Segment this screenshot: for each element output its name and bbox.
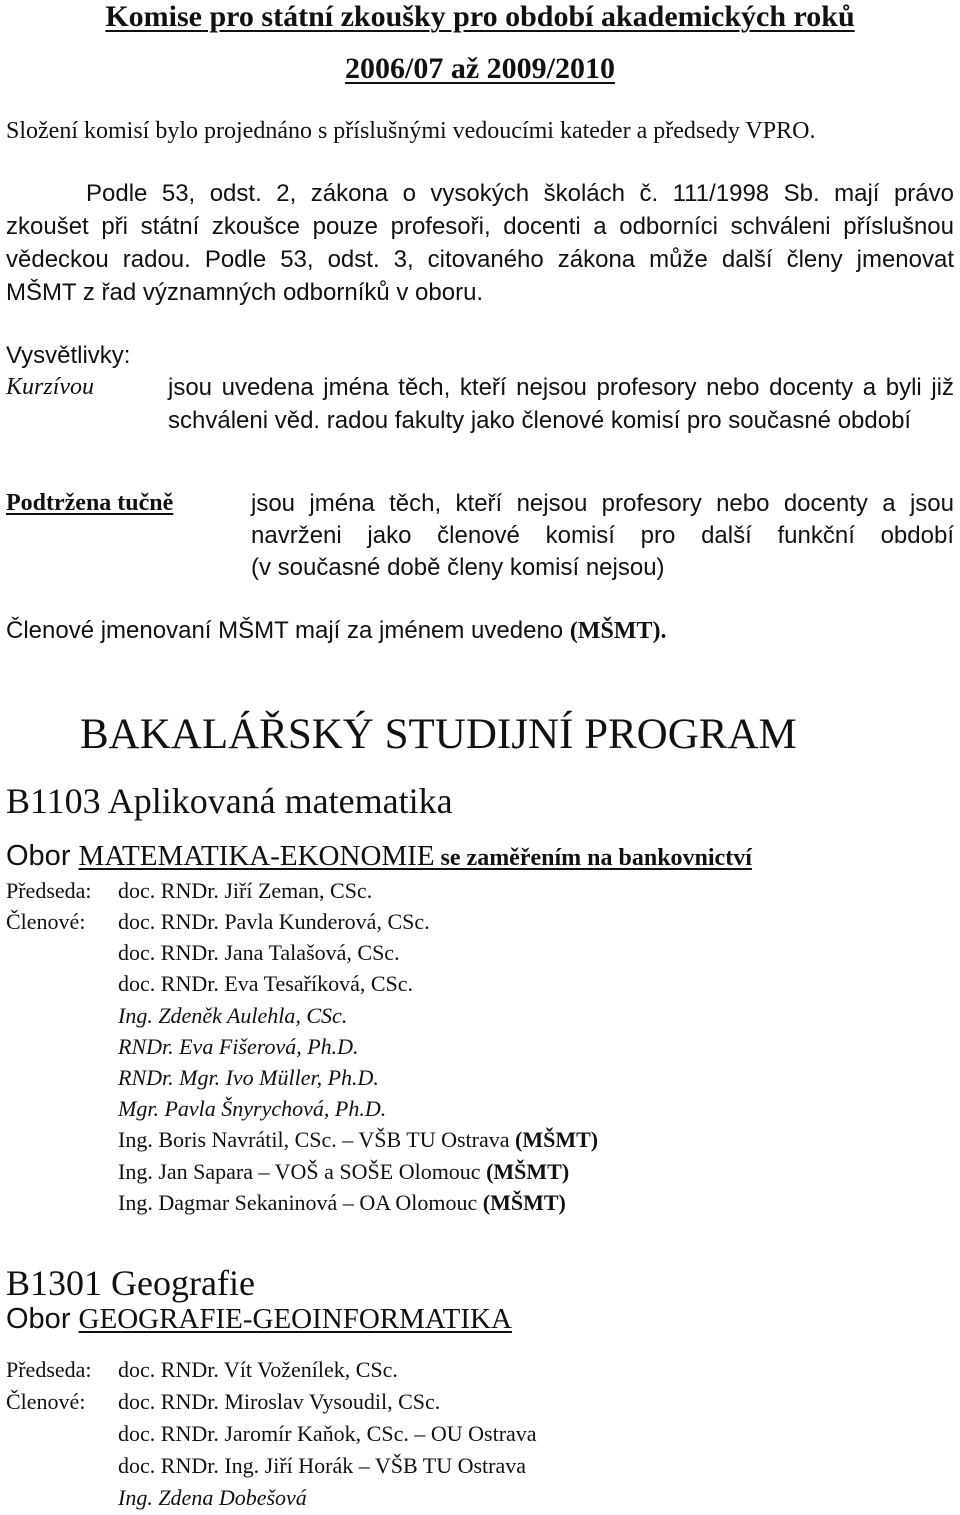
law-paragraph-line-4: MŠMT z řad významných odborníků v oboru. — [6, 279, 484, 306]
chair-name: doc. RNDr. Vít Voženílek, CSc. — [118, 1357, 398, 1382]
member-row — [118, 1034, 359, 1060]
member-row — [118, 909, 430, 935]
msmt-note-tag: (MŠMT). — [569, 618, 667, 644]
legend-bold-label: Podtržena tučně — [6, 490, 174, 516]
legend-bold-desc-line-3: (v současné době členy komisí nejsou) — [251, 554, 665, 581]
member-affiliation: – OU Ostrava — [408, 1421, 537, 1446]
member-row — [118, 1159, 569, 1185]
legend-italic-label: Kurzívou — [6, 374, 95, 400]
obor-name: GEOGRAFIE-GEOINFORMATIKA — [78, 1303, 512, 1335]
legend-italic-desc-line-2: schváleni věd. radou fakulty jako členové komisí pro současné období — [168, 407, 912, 434]
members-label: Členové: — [6, 1389, 86, 1414]
msmt-tag: (MŠMT) — [486, 1158, 570, 1184]
member-affiliation: – VŠB TU Ostrava — [336, 1127, 516, 1153]
chair-label: Předseda: — [6, 878, 92, 903]
member-name: Ing. Zdena Dobešová — [118, 1485, 307, 1510]
program-heading: BAKALÁŘSKÝ STUDIJNÍ PROGRAM — [80, 711, 797, 758]
members-label: Členové: — [6, 909, 86, 934]
member-name: Ing. Boris Navrátil, CSc. — [118, 1127, 337, 1153]
msmt-note — [6, 617, 666, 645]
legend-heading: Vysvětlivky: — [6, 342, 131, 369]
msmt-tag: (MŠMT) — [515, 1127, 599, 1153]
member-row — [118, 1485, 307, 1511]
obor-specialization: se zaměřením na bankovnictví — [440, 845, 752, 871]
legend-bold-desc-line-2: navrženi jako členové komisí pro další funkční období — [251, 522, 954, 549]
law-paragraph-line-3: vědeckou radou. Podle 53, odst. 3, citovaného zákona může další členy jmenovat — [6, 246, 954, 273]
member-name: Ing. Zdeněk Aulehla, CSc. — [118, 1002, 348, 1028]
section-title-b1301: B1301 Geografie — [6, 1263, 255, 1303]
section-title-b1103: B1103 Aplikovaná matematika — [6, 781, 453, 821]
obor-name: MATEMATIKA-EKONOMIE — [78, 840, 435, 872]
legend-bold-desc-line-1: jsou jména těch, kteří nejsou profesory nebo docenty a jsou — [251, 490, 954, 517]
obor-prefix: Obor — [6, 840, 79, 872]
chair-name: doc. RNDr. Jiří Zeman, CSc. — [118, 878, 373, 903]
document-title-line2: 2006/07 až 2009/2010 — [345, 52, 615, 85]
member-row — [118, 1190, 566, 1216]
member-row — [118, 1003, 347, 1029]
member-affiliation: – VŠB TU Ostrava — [353, 1453, 526, 1478]
member-row — [118, 1096, 386, 1122]
member-name: doc. RNDr. Jana Talašová, CSc. — [118, 940, 400, 966]
member-affiliation: – VOŠ a SOŠE Olomouc — [253, 1158, 487, 1184]
member-name: doc. RNDr. Eva Tesaříková, CSc. — [118, 971, 414, 997]
msmt-note-text: Členové jmenovaní MŠMT mají za jménem uvedeno — [6, 617, 570, 644]
member-name: RNDr. Eva Fišerová, Ph.D. — [118, 1033, 359, 1059]
law-paragraph-line-1: Podle 53, odst. 2, zákona o vysokých školách č. 111/1998 Sb. mají právo — [86, 180, 954, 207]
msmt-tag: (MŠMT) — [482, 1189, 566, 1215]
member-row — [118, 1065, 379, 1091]
member-row — [118, 1389, 440, 1415]
document-title-line1: Komise pro státní zkoušky pro období akademických roků — [105, 0, 855, 33]
chair-label: Předseda: — [6, 1357, 92, 1382]
member-name: Ing. Dagmar Sekaninová — [118, 1189, 338, 1215]
law-paragraph-line-2: zkoušet při státní zkoušce pouze profesoři, docenti a odborníci schváleni příslušnou — [6, 213, 954, 240]
member-name: doc. RNDr. Jaromír Kaňok, CSc. — [118, 1421, 409, 1446]
member-affiliation: – OA Olomouc — [337, 1189, 483, 1215]
member-name: Ing. Jan Sapara — [118, 1158, 254, 1184]
member-name: doc. RNDr. Ing. Jiří Horák — [118, 1453, 354, 1478]
obor-line-b1103 — [6, 840, 752, 873]
intro-sentence: Složení komisí bylo projednáno s příslušnými vedoucími kateder a předsedy VPRO. — [6, 118, 816, 144]
member-name: Mgr. Pavla Šnyrychová, Ph.D. — [118, 1096, 387, 1122]
member-name: RNDr. Mgr. Ivo Müller, Ph.D. — [118, 1065, 379, 1090]
member-row — [118, 1127, 598, 1153]
member-name: doc. RNDr. Pavla Kunderová, CSc. — [118, 909, 430, 934]
member-row — [118, 1421, 537, 1447]
member-row — [118, 940, 400, 966]
obor-prefix: Obor — [6, 1303, 79, 1335]
legend-italic-desc-line-1: jsou uvedena jména těch, kteří nejsou profesory nebo docenty a byli již — [168, 374, 954, 401]
obor-line-b1301 — [6, 1303, 512, 1336]
member-row — [118, 971, 413, 997]
member-name: doc. RNDr. Miroslav Vysoudil, CSc. — [118, 1389, 441, 1414]
member-row — [118, 1453, 526, 1479]
